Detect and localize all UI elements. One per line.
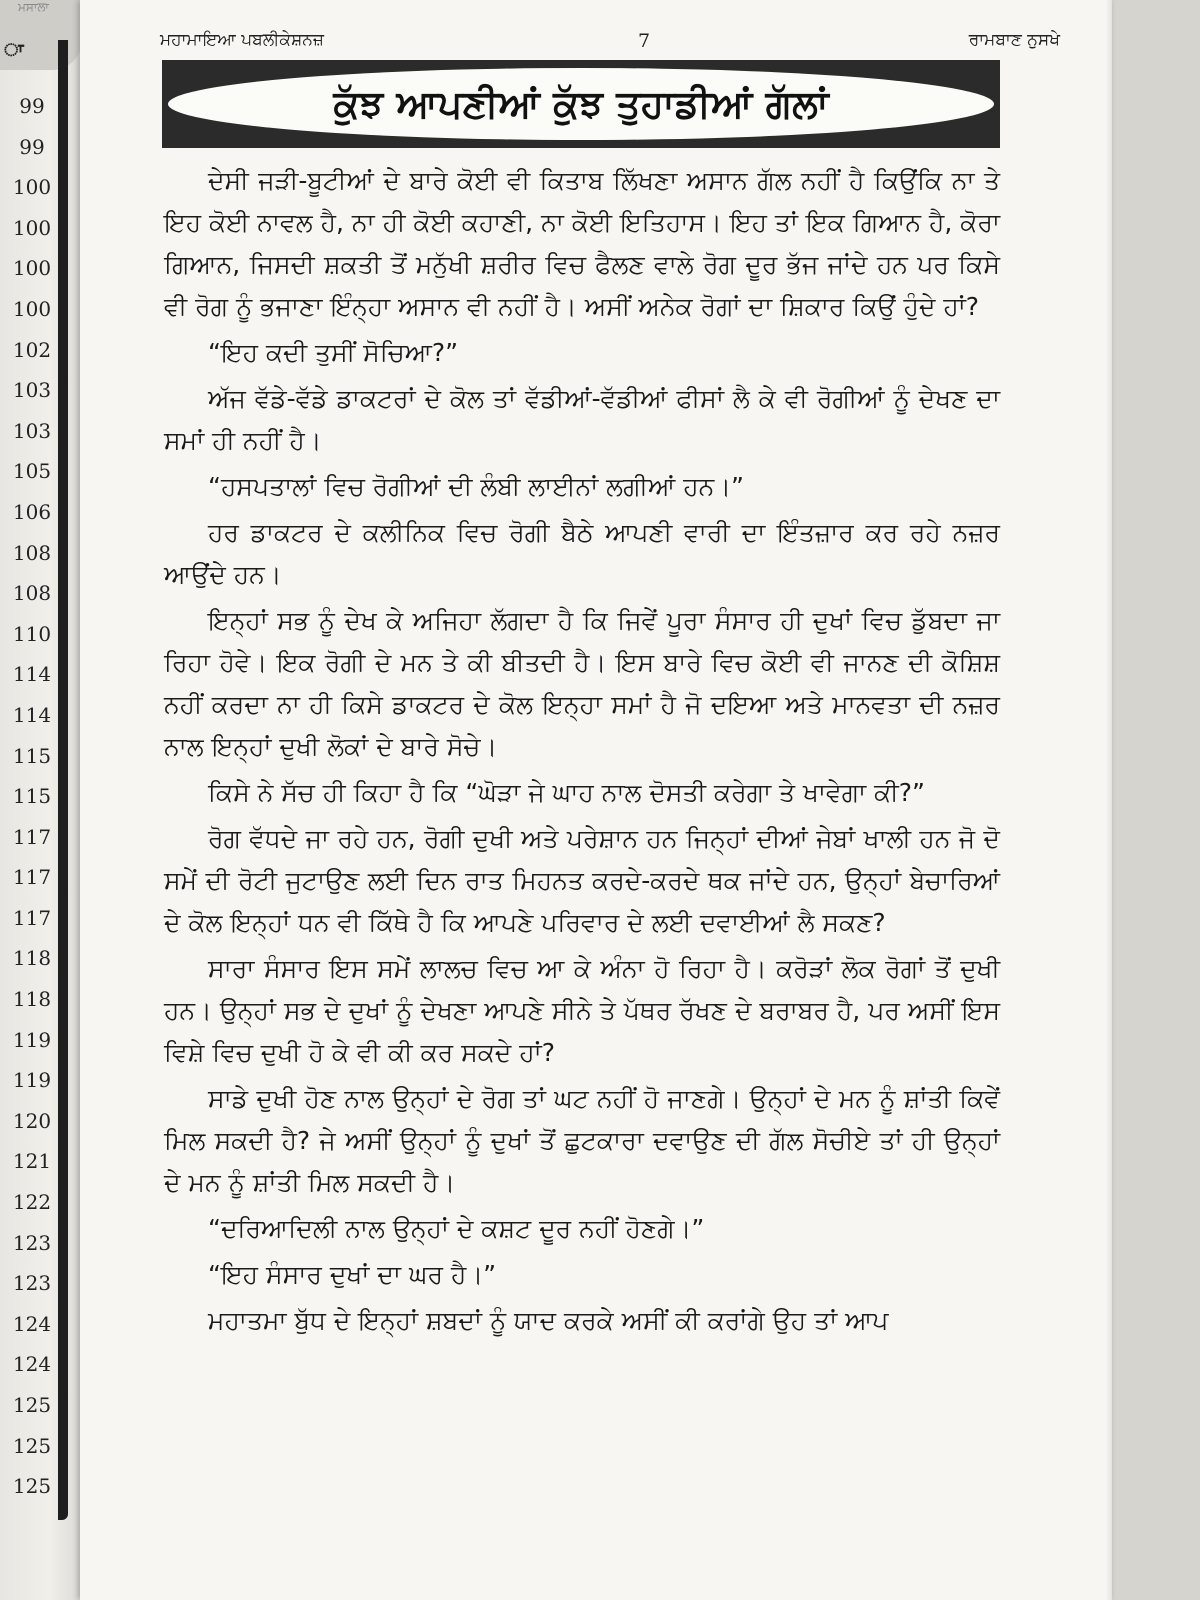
- index-number: 115: [12, 784, 52, 809]
- index-number: 99: [19, 94, 45, 118]
- paragraph: ਰੋਗ ਵੱਧਦੇ ਜਾ ਰਹੇ ਹਨ, ਰੋਗੀ ਦੁਖੀ ਅਤੇ ਪਰੇਸ਼ਾਨ ਹਨ ਜਿਨ੍ਹਾਂ ਦੀਆਂ ਜੇਬਾਂ ਖਾਲੀ ਹਨ ਜੋ ਦੋ ਸਮੇਂ ਦੀ ਰੋਟੀ ਜੁਟਾਉਣ ਲਈ ਦਿਨ ਰਾਤ ਮਿਹਨਤ ਕਰਦੇ-ਕਰਦੇ ਥਕ ਜਾਂਦੇ ਹਨ, ਉਨ੍ਹਾਂ ਬੇਚਾਰਿਆਂ ਦੇ ਕੋਲ ਇਨ੍ਹਾਂ ਧਨ ਵੀ ਕਿੱਥੇ ਹੈ ਕਿ ਆਪਣੇ ਪਰਿਵਾਰ ਦੇ ਲਈ ਦਵਾਈਆਂ ਲੈ ਸਕਣ?: [164, 824, 1000, 937]
- body-text: [164, 160, 1000, 1346]
- index-number: 100: [12, 175, 52, 200]
- paragraph: ਦੇਸੀ ਜੜੀ-ਬੂਟੀਆਂ ਦੇ ਬਾਰੇ ਕੋਈ ਵੀ ਕਿਤਾਬ ਲਿੱਖਣਾ ਅਸਾਨ ਗੱਲ ਨਹੀਂ ਹੈ ਕਿਉਂਕਿ ਨਾ ਤੇ ਇਹ ਕੋਈ ਨਾਵਲ ਹੈ, ਨਾ ਹੀ ਕੋਈ ਕਹਾਣੀ, ਨਾ ਕੋਈ ਇਤਿਹਾਸ। ਇਹ ਤਾਂ ਇਕ ਗਿਆਨ ਹੈ, ਕੋਰਾ ਗਿਆਨ, ਜਿਸਦੀ ਸ਼ਕਤੀ ਤੋਂ ਮਨੁੱਖੀ ਸ਼ਰੀਰ ਵਿਚ ਫੈਲਣ ਵਾਲੇ ਰੋਗ ਦੂਰ ਭੱਜ ਜਾਂਦੇ ਹਨ ਪਰ ਕਿਸੇ ਵੀ ਰੋਗ ਨੂੰ ਭਜਾਣਾ ਇੰਨ੍ਹਾ ਅਸਾਨ ਵੀ ਨਹੀਂ ਹੈ। ਅਸੀਂ ਅਨੇਕ ਰੋਗਾਂ ਦਾ ਸ਼ਿਕਾਰ ਕਿਉਂ ਹੁੰਦੇ ਹਾਂ?: [164, 166, 1000, 321]
- index-number: 123: [12, 1271, 52, 1296]
- paragraph: ਸਾਰਾ ਸੰਸਾਰ ਇਸ ਸਮੇਂ ਲਾਲਚ ਵਿਚ ਆ ਕੇ ਅੰਨਾ ਹੋ ਰਿਹਾ ਹੈ। ਕਰੋੜਾਂ ਲੋਕ ਰੋਗਾਂ ਤੋਂ ਦੁਖੀ ਹਨ। ਉਨ੍ਹਾਂ ਸਭ ਦੇ ਦੁਖਾਂ ਨੂੰ ਦੇਖਣਾ ਆਪਣੇ ਸੀਨੇ ਤੇ ਪੱਥਰ ਰੱਖਣ ਦੇ ਬਰਾਬਰ ਹੈ, ਪਰ ਅਸੀਂ ਇਸ ਵਿਸ਼ੇ ਵਿਚ ਦੁਖੀ ਹੋ ਕੇ ਵੀ ਕੀ ਕਰ ਸਕਦੇ ਹਾਂ?: [164, 954, 1000, 1067]
- underlying-page: [0, 0, 82, 1600]
- paragraph: ਸਾਡੇ ਦੁਖੀ ਹੋਣ ਨਾਲ ਉਨ੍ਹਾਂ ਦੇ ਰੋਗ ਤਾਂ ਘਟ ਨਹੀਂ ਹੋ ਜਾਣਗੇ। ਉਨ੍ਹਾਂ ਦੇ ਮਨ ਨੂੰ ਸ਼ਾਂਤੀ ਕਿਵੇਂ ਮਿਲ ਸਕਦੀ ਹੈ? ਜੇ ਅਸੀਂ ਉਨ੍ਹਾਂ ਨੂੰ ਦੁਖਾਂ ਤੋਂ ਛੁਟਕਾਰਾ ਦਵਾਉਣ ਦੀ ਗੱਲ ਸੋਚੀਏ ਤਾਂ ਹੀ ਉਨ੍ਹਾਂ ਦੇ ਮਨ ਨੂੰ ਸ਼ਾਂਤੀ ਮਿਲ ਸਕਦੀ ਹੈ।: [164, 1084, 1000, 1197]
- index-number: 114: [12, 662, 52, 687]
- page-shadow: [1106, 0, 1112, 1600]
- index-number: 118: [12, 946, 52, 971]
- index-number: 125: [12, 1393, 52, 1417]
- index-number: 122: [12, 1190, 52, 1215]
- paragraph: ਕਿਸੇ ਨੇ ਸੱਚ ਹੀ ਕਿਹਾ ਹੈ ਕਿ “ਘੋੜਾ ਜੇ ਘਾਹ ਨਾਲ ਦੋਸਤੀ ਕਰੇਗਾ ਤੇ ਖਾਵੇਗਾ ਕੀ?”: [208, 778, 925, 807]
- paragraph: ਮਹਾਤਮਾ ਬੁੱਧ ਦੇ ਇਨ੍ਹਾਂ ਸ਼ਬਦਾਂ ਨੂੰ ਯਾਦ ਕਰਕੇ ਅਸੀਂ ਕੀ ਕਰਾਂਗੇ ਉਹ ਤਾਂ ਆਪ: [208, 1306, 889, 1335]
- index-number: 106: [12, 499, 52, 524]
- underlying-page-top-text: ਮਸਾਲਾ: [18, 0, 49, 14]
- paragraph: “ਇਹ ਕਦੀ ਤੁਸੀਂ ਸੋਚਿਆ?”: [208, 338, 459, 367]
- underlying-page-edge: [58, 40, 68, 1520]
- index-number: 121: [12, 1149, 52, 1174]
- index-number: 103: [12, 378, 52, 403]
- index-number: 117: [12, 824, 52, 849]
- index-number: 115: [12, 743, 52, 768]
- chapter-title: ਕੁੱਝ ਆਪਣੀਆਂ ਕੁੱਝ ਤੁਹਾਡੀਆਂ ਗੱਲਾਂ: [333, 82, 829, 126]
- paragraph: ਅੱਜ ਵੱਡੇ-ਵੱਡੇ ਡਾਕਟਰਾਂ ਦੇ ਕੋਲ ਤਾਂ ਵੱਡੀਆਂ-ਵੱਡੀਆਂ ਫੀਸਾਂ ਲੈ ਕੇ ਵੀ ਰੋਗੀਆਂ ਨੂੰ ਦੇਖਣ ਦਾ ਸਮਾਂ ਹੀ ਨਹੀਂ ਹੈ।: [164, 384, 1000, 455]
- underlying-page-index-numbers: [12, 86, 52, 1507]
- page-number: 7: [638, 30, 651, 52]
- index-number: 110: [12, 621, 52, 646]
- publisher-name: ਮਹਾਮਾਇਆ ਪਬਲੀਕੇਸ਼ਨਜ਼: [160, 30, 325, 50]
- paragraph: “ਇਹ ਸੰਸਾਰ ਦੁਖਾਂ ਦਾ ਘਰ ਹੈ।”: [208, 1260, 497, 1289]
- index-number: 120: [12, 1108, 52, 1133]
- index-number: 114: [12, 702, 52, 727]
- underlying-page-corner-text: ਾ: [4, 40, 24, 61]
- index-number: 124: [12, 1311, 52, 1336]
- paragraph: “ਹਸਪਤਾਲਾਂ ਵਿਚ ਰੋਗੀਆਂ ਦੀ ਲੰਬੀ ਲਾਈਨਾਂ ਲਗੀਆਂ ਹਨ।”: [208, 472, 745, 501]
- paragraph: ਇਨ੍ਹਾਂ ਸਭ ਨੂੰ ਦੇਖ ਕੇ ਅਜਿਹਾ ਲੱਗਦਾ ਹੈ ਕਿ ਜਿਵੇਂ ਪੂਰਾ ਸੰਸਾਰ ਹੀ ਦੁਖਾਂ ਵਿਚ ਡੁੱਬਦਾ ਜਾ ਰਿਹਾ ਹੋਵੇ। ਇਕ ਰੋਗੀ ਦੇ ਮਨ ਤੇ ਕੀ ਬੀਤਦੀ ਹੈ। ਇਸ ਬਾਰੇ ਵਿਚ ਕੋਈ ਵੀ ਜਾਨਣ ਦੀ ਕੋਸ਼ਿਸ਼ ਨਹੀਂ ਕਰਦਾ ਨਾ ਹੀ ਕਿਸੇ ਡਾਕਟਰ ਦੇ ਕੋਲ ਇਨ੍ਹਾ ਸਮਾਂ ਹੈ ਜੋ ਦਇਆ ਅਤੇ ਮਾਨਵਤਾ ਦੀ ਨਜ਼ਰ ਨਾਲ ਇਨ੍ਹਾਂ ਦੁਖੀ ਲੋਕਾਂ ਦੇ ਬਾਰੇ ਸੋਚੇ।: [164, 606, 1000, 761]
- book-title: ਰਾਮਬਾਣ ਨੁਸਖੇ: [968, 30, 1060, 50]
- index-number: 99: [19, 134, 45, 159]
- chapter-title-banner: [162, 60, 1000, 148]
- index-number: 117: [12, 905, 52, 930]
- index-number: 119: [12, 1068, 52, 1093]
- book-page: [80, 0, 1112, 1600]
- index-number: 102: [12, 337, 52, 362]
- index-number: 100: [12, 256, 52, 281]
- index-number: 125: [12, 1474, 52, 1499]
- index-number: 124: [12, 1352, 52, 1377]
- index-number: 105: [12, 459, 52, 484]
- index-number: 117: [12, 865, 52, 890]
- index-number: 119: [12, 1027, 52, 1052]
- index-number: 123: [12, 1230, 52, 1255]
- paragraph: ਹਰ ਡਾਕਟਰ ਦੇ ਕਲੀਨਿਕ ਵਿਚ ਰੋਗੀ ਬੈਠੇ ਆਪਣੀ ਵਾਰੀ ਦਾ ਇੰਤਜ਼ਾਰ ਕਰ ਰਹੇ ਨਜ਼ਰ ਆਉਂਦੇ ਹਨ।: [164, 518, 1000, 589]
- index-number: 108: [12, 581, 52, 606]
- index-number: 108: [12, 540, 52, 565]
- running-header: [160, 30, 1060, 56]
- index-number: 125: [12, 1433, 52, 1458]
- index-number: 118: [12, 987, 52, 1012]
- index-number: 100: [12, 296, 52, 321]
- index-number: 103: [12, 418, 52, 443]
- underlying-page-corner: [0, 0, 82, 70]
- paragraph: “ਦਰਿਆਦਿਲੀ ਨਾਲ ਉਨ੍ਹਾਂ ਦੇ ਕਸ਼ਟ ਦੂਰ ਨਹੀਂ ਹੋਣਗੇ।”: [208, 1214, 705, 1243]
- index-number: 100: [12, 215, 52, 240]
